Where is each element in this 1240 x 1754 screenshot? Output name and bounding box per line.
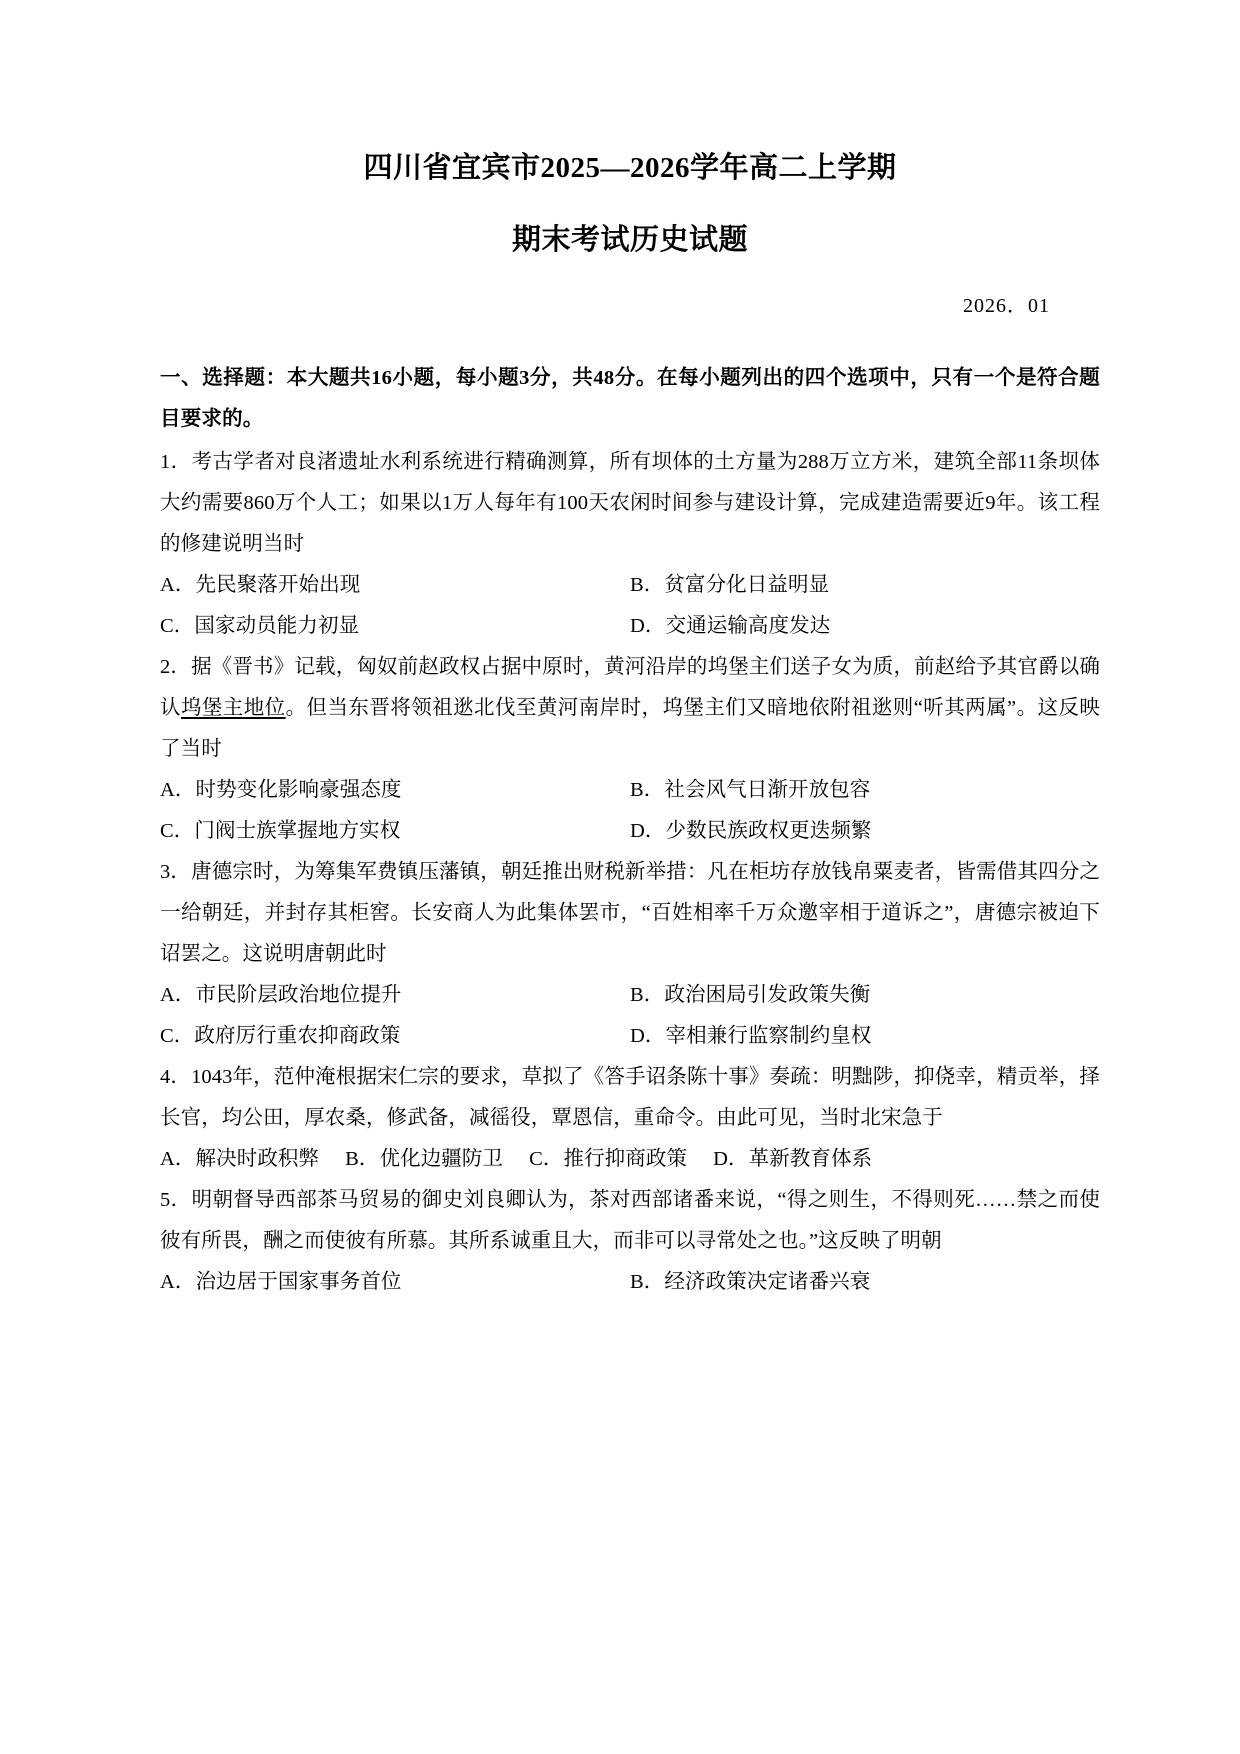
question-number: 5． [160,1188,192,1211]
option-a[interactable] [160,770,630,811]
question-stem-text: 据《晋书》记载，匈奴前赵政权占据中原时，黄河沿岸的坞堡主们送子女为质，前赵给予其官爵以确认 [160,655,1100,719]
option-label: C． [160,614,195,637]
options-group [160,975,1100,1057]
option-a[interactable] [160,1262,630,1303]
option-label: D． [630,614,666,637]
option-label: B． [630,983,665,1006]
option-label: C． [160,1024,195,1047]
question-stem [160,1180,1100,1262]
option-c[interactable] [160,1016,630,1057]
option-text: 治边居于国家事务首位 [195,1270,402,1293]
option-label: D． [630,1024,666,1047]
option-text: 宰相兼行监察制约皇权 [665,1024,872,1047]
option-d[interactable] [630,1016,1100,1057]
option-c[interactable] [529,1139,687,1180]
option-label: A． [160,1270,196,1293]
section-heading-multiple-choice: 一、选择题：本大题共16小题，每小题3分，共48分。在每小题列出的四个选项中，只有一个是符合题目要求的。 [160,366,1100,430]
options-group [160,565,1100,647]
option-label: B． [630,778,665,801]
option-label: B． [630,573,665,596]
option-text: 少数民族政权更迭频繁 [665,819,872,842]
option-a[interactable] [160,1139,319,1180]
question-2 [160,647,1100,852]
option-text: 经济政策决定诸番兴衰 [664,1270,871,1293]
page-title-line2: 期末考试历史试题 [511,224,748,257]
option-label: B． [630,1270,665,1293]
option-label: B． [345,1147,380,1170]
questions-list [160,442,1100,1303]
question-stem-text: 考古学者对良渚遗址水利系统进行精确测算，所有坝体的土方量为288万立方米，建筑全部11条坝体大约需要860万个人工；如果以1万人每年有100天农闲时间参与建设计算，完成建造需要近9年。该工程的修建说明当时 [160,450,1100,555]
option-b[interactable] [630,770,1100,811]
option-label: A． [160,983,196,1006]
question-stem [160,1057,1100,1139]
option-d[interactable] [630,811,1100,852]
options-group [160,1139,1100,1180]
question-1 [160,442,1100,647]
option-text: 推行抑商政策 [563,1147,688,1170]
option-label: D． [713,1147,749,1170]
option-label: D． [630,819,666,842]
question-4 [160,1057,1100,1180]
option-label: A． [160,573,196,596]
question-number: 1． [160,450,192,473]
option-text: 贫富分化日益明显 [664,573,830,596]
option-a[interactable] [160,565,630,606]
option-b[interactable] [345,1139,503,1180]
question-stem-text: 唐德宗时，为筹集军费镇压藩镇，朝廷推出财税新举措：凡在柜坊存放钱帛粟麦者，皆需借其四分之一给朝廷，并封存其柜窖。长安商人为此集体罢市，“百姓相率千万众邀宰相于道诉之”，唐德宗被迫下诏罢之。这说明唐朝此时 [160,860,1100,965]
option-b[interactable] [630,1262,1100,1303]
option-text: 政治困局引发政策失衡 [664,983,871,1006]
option-label: A． [160,1147,196,1170]
option-text: 国家动员能力初显 [194,614,360,637]
option-label: C． [529,1147,564,1170]
option-text: 优化边疆防卫 [379,1147,504,1170]
option-text: 市民阶层政治地位提升 [195,983,402,1006]
question-stem-text: 1043年，范仲淹根据宋仁宗的要求，草拟了《答手诏条陈十事》奏疏：明黜陟，抑侥幸，精贡举，择长官，均公田，厚农桑，修武备，减徭役，覃恩信，重命令。由此可见，当时北宋急于 [160,1065,1100,1129]
option-c[interactable] [160,606,630,647]
question-number: 3． [160,860,192,883]
question-stem-text-cont: 。但当东晋将领祖逖北伐至黄河南岸时，坞堡主们又暗地依附祖逖则“听其两属”。这反映了当时 [160,696,1100,760]
question-stem [160,852,1100,975]
option-text: 门阀士族掌握地方实权 [194,819,401,842]
options-group [160,770,1100,852]
question-stem-underlined-text: 坞堡主地位 [180,696,286,719]
option-c[interactable] [160,811,630,852]
option-b[interactable] [630,975,1100,1016]
page-title-line1: 四川省宜宾市2025—2026学年高二上学期 [363,152,897,184]
option-text: 解决时政积弊 [195,1147,320,1170]
option-d[interactable] [713,1139,872,1180]
question-number: 4． [160,1065,192,1088]
option-text: 革新教育体系 [748,1147,873,1170]
option-d[interactable] [630,606,1100,647]
question-3 [160,852,1100,1057]
question-stem [160,442,1100,565]
question-number: 2． [160,655,192,678]
option-text: 政府厉行重农抑商政策 [194,1024,401,1047]
option-text: 社会风气日渐开放包容 [664,778,871,801]
option-text: 先民聚落开始出现 [195,573,361,596]
option-b[interactable] [630,565,1100,606]
option-label: C． [160,819,195,842]
options-group [160,1262,1100,1303]
option-label: A． [160,778,196,801]
option-text: 时势变化影响豪强态度 [195,778,402,801]
option-a[interactable] [160,975,630,1016]
question-stem [160,647,1100,770]
question-5 [160,1180,1100,1303]
exam-date: 2026．01 [963,294,1050,317]
question-stem-text: 明朝督导西部茶马贸易的御史刘良卿认为，茶对西部诸番来说，“得之则生，不得则死……禁之而使彼有所畏，酬之而使彼有所慕。其所系诚重且大，而非可以寻常处之也。”这反映了明朝 [160,1188,1100,1252]
option-text: 交通运输高度发达 [665,614,831,637]
